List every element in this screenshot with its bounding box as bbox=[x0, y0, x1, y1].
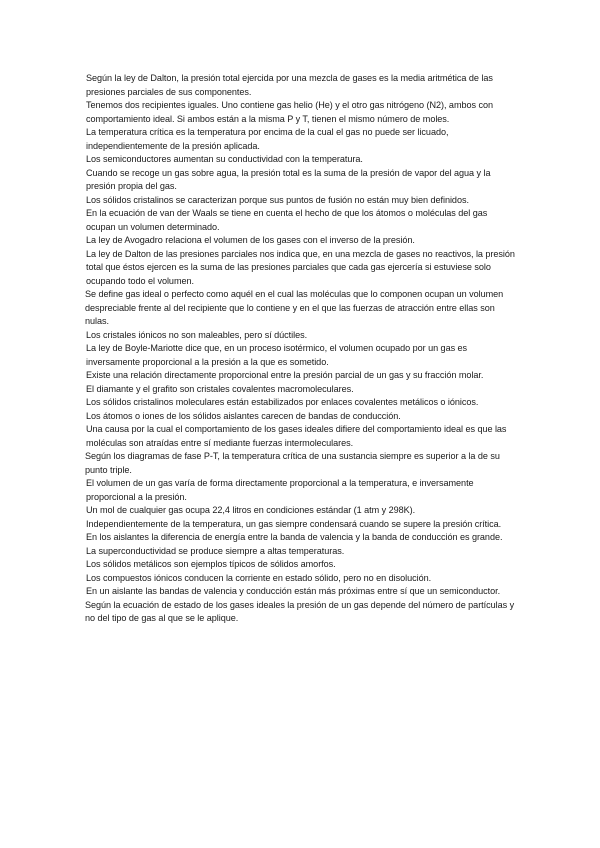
statement-paragraph: Según la ley de Dalton, la presión total ejercida por una mezcla de gases es la media aritmética de las presiones parciales de sus componentes. bbox=[86, 73, 493, 97]
document-body bbox=[86, 72, 518, 626]
statement-paragraph: La ley de Dalton de las presiones parciales nos indica que, en una mezcla de gases no reactivos, la presión total que éstos ejercen es la suma de las presiones parciales que cada gas ejercería si estuviese solo ocupando todo el volumen. bbox=[86, 248, 515, 286]
statement-paragraph: Los sólidos metálicos son ejemplos típicos de sólidos amorfos. bbox=[86, 559, 336, 569]
statement-paragraph: Los semiconductores aumentan su conductividad con la temperatura. bbox=[86, 154, 363, 164]
statement-paragraph: La ley de Boyle-Mariotte dice que, en un proceso isotérmico, el volumen ocupado por un gas es inversamente proporcional a la presión a la que es sometido. bbox=[86, 343, 468, 367]
statement-paragraph: En los aislantes la diferencia de energía entre la banda de valencia y la banda de conducción es grande. bbox=[86, 532, 503, 542]
statement-paragraph: Tenemos dos recipientes iguales. Uno contiene gas helio (He) y el otro gas nitrógeno (N2), ambos con comportamiento ideal. Si ambos están a la misma P y T, tienen el mismo número de moles. bbox=[86, 100, 493, 124]
statement-paragraph: Los sólidos cristalinos se caracterizan porque sus puntos de fusión no están muy bien definidos. bbox=[86, 194, 469, 205]
statement-paragraph: Los sólidos cristalinos moleculares están estabilizados por enlaces covalentes metálicos o iónicos. bbox=[86, 397, 479, 407]
statement-paragraph: Una causa por la cual el comportamiento de los gases ideales difiere del comportamiento ideal es que las moléculas son atraídas entre sí mediante fuerzas intermoleculares. bbox=[86, 424, 507, 448]
statement-paragraph: Según la ecuación de estado de los gases ideales la presión de un gas depende del número de partículas y no del tipo de gas al que se le aplique. bbox=[85, 599, 515, 623]
statement-paragraph: En un aislante las bandas de valencia y conducción están más próximas entre sí que un semiconductor. bbox=[86, 586, 501, 596]
statement-paragraph: Un mol de cualquier gas ocupa 22,4 litros en condiciones estándar (1 atm y 298K). bbox=[86, 505, 416, 515]
statement-paragraph: Existe una relación directamente proporcional entre la presión parcial de un gas y su fracción molar. bbox=[86, 370, 484, 380]
statement-paragraph: La temperatura crítica es la temperatura por encima de la cual el gas no puede ser licuado, independientemente de la presión aplicada. bbox=[86, 127, 449, 151]
statement-paragraph: Los cristales iónicos no son maleables, pero sí dúctiles. bbox=[86, 329, 308, 340]
statement-paragraph: Según los diagramas de fase P-T, la temperatura crítica de una sustancia siempre es superior a la de su punto triple. bbox=[85, 451, 500, 475]
statement-paragraph: Los compuestos iónicos conducen la corriente en estado sólido, pero no en disolución. bbox=[86, 572, 432, 583]
statement-paragraph: Cuando se recoge un gas sobre agua, la presión total es la suma de la presión de vapor del agua y la presión propia del gas. bbox=[86, 167, 491, 191]
statement-paragraph: En la ecuación de van der Waals se tiene en cuenta el hecho de que los átomos o moléculas del gas ocupan un volumen determinado. bbox=[86, 208, 488, 232]
statement-paragraph: Los átomos o iones de los sólidos aislantes carecen de bandas de conducción. bbox=[86, 410, 401, 421]
statement-paragraph: Independientemente de la temperatura, un gas siempre condensará cuando se supere la presión crítica. bbox=[86, 518, 502, 529]
statement-paragraph: La superconductividad se produce siempre a altas temperaturas. bbox=[86, 545, 345, 556]
statement-paragraph: El volumen de un gas varía de forma directamente proporcional a la temperatura, e inversamente proporcional a la presión. bbox=[86, 478, 474, 502]
statement-paragraph: El diamante y el grafito son cristales covalentes macromoleculares. bbox=[86, 383, 354, 394]
statement-paragraph: La ley de Avogadro relaciona el volumen de los gases con el inverso de la presión. bbox=[86, 235, 415, 245]
statement-paragraph: Se define gas ideal o perfecto como aquél en el cual las moléculas que lo componen ocupan un volumen despreciable frente al del recipiente que lo contiene y en el que las fuerzas de atracción entre ellas son nulas. bbox=[85, 289, 504, 326]
